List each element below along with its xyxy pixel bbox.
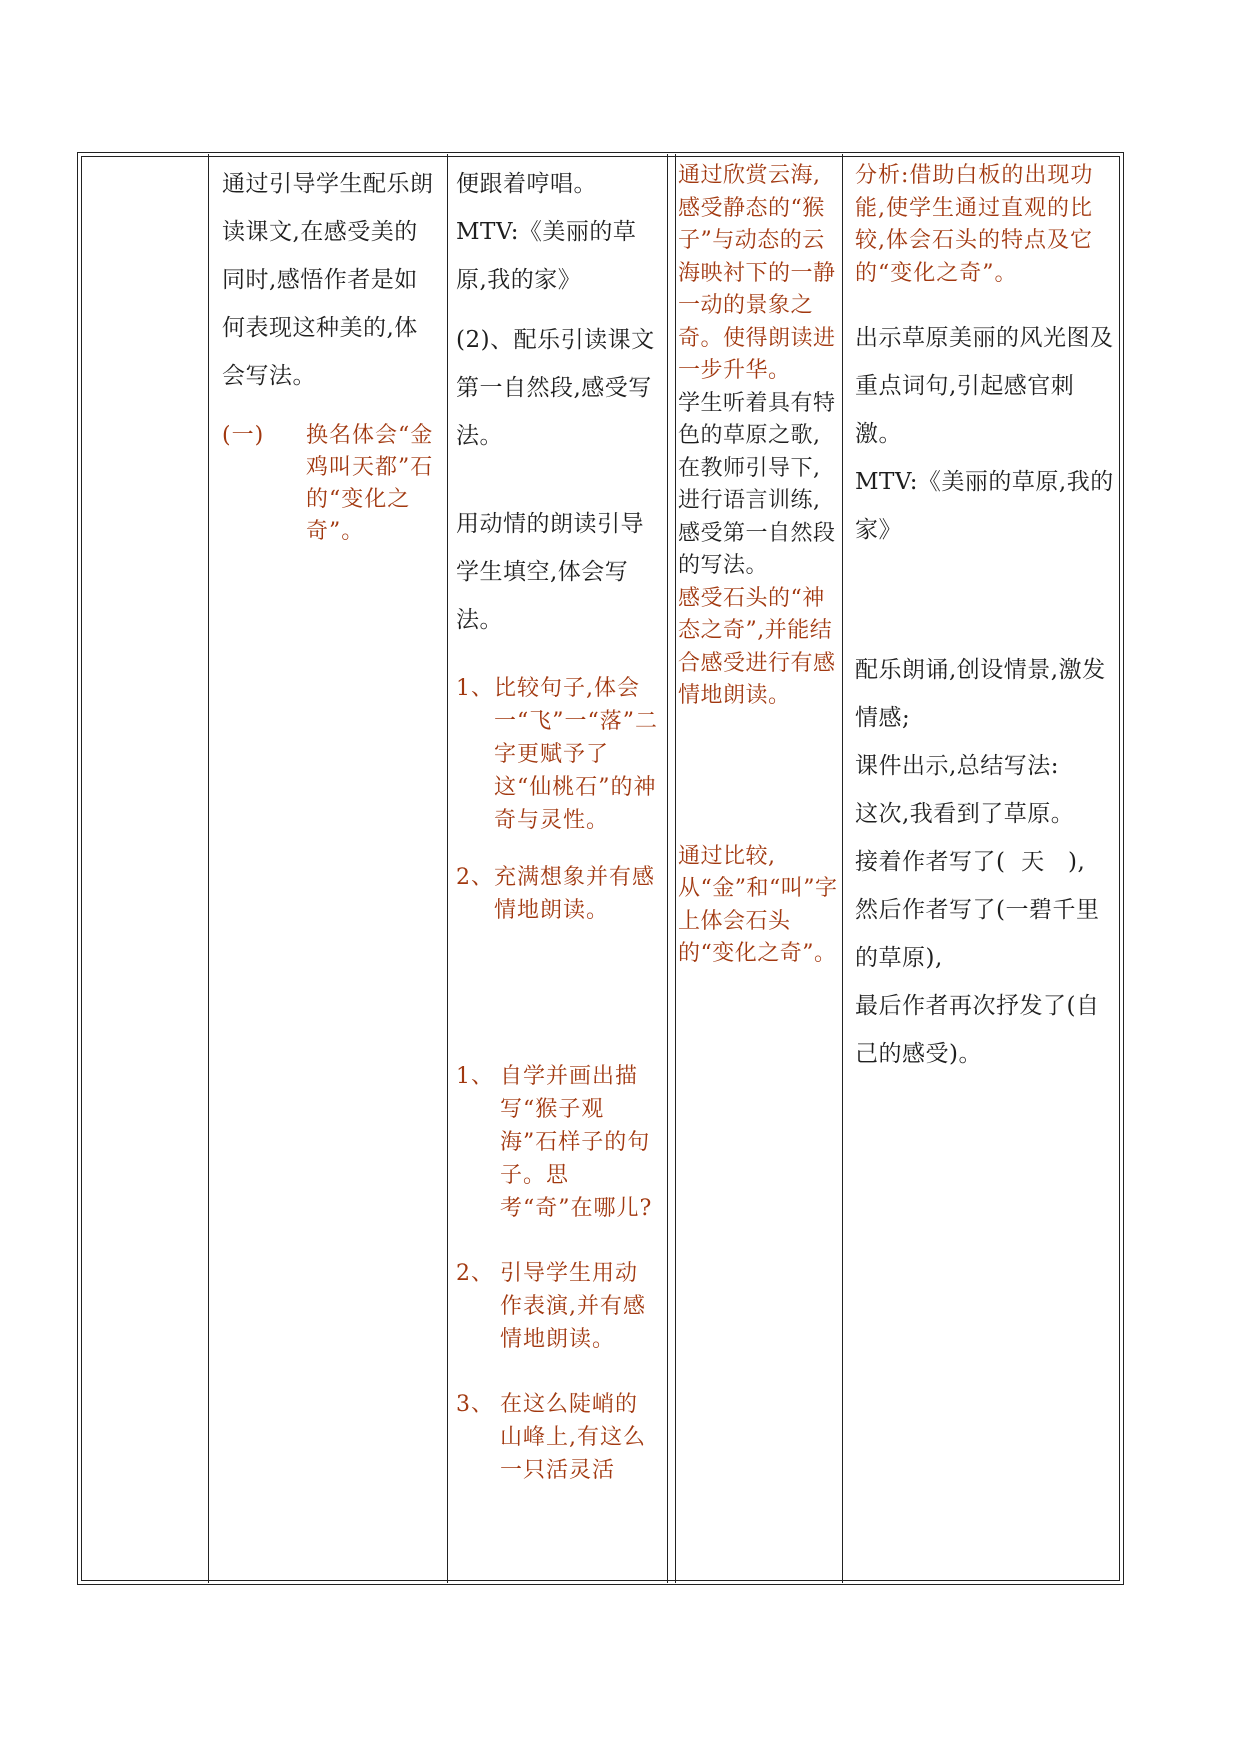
analysis-text: 然后作者写了(一碧千里的草原), bbox=[855, 897, 1100, 971]
table-cell-objectives bbox=[222, 160, 438, 548]
process-text: (2)、配乐引读课文第一自然段,感受写法。 bbox=[456, 327, 655, 449]
list-item bbox=[456, 1060, 660, 1225]
section-title: 换名体会“金鸡叫天都”石的“变化之奇”。 bbox=[306, 423, 434, 544]
process-text: 便跟着哼唱。 bbox=[456, 171, 597, 197]
list-item-number: 3、 bbox=[456, 1392, 494, 1417]
section-number: (一) bbox=[222, 423, 265, 448]
analysis-text: 出示草原美丽的风光图及重点词句,引起感官刺激。 bbox=[855, 325, 1114, 447]
column-divider bbox=[675, 154, 676, 1583]
analysis-mtv: MTV:《美丽的草原,我的家》 bbox=[855, 469, 1114, 543]
list-item-text: 在这么陡峭的山峰上,有这么一只活灵活 bbox=[500, 1392, 646, 1483]
list-item-text: 自学并画出描写“猴子观海”石样子的句子。思考“奇”在哪儿? bbox=[500, 1064, 653, 1221]
analysis-text: 课件出示,总结写法: bbox=[855, 753, 1060, 779]
objective-text: 通过引导学生配乐朗读课文,在感受美的同时,感悟作者是如何表现这种美的,体会写法。 bbox=[222, 171, 434, 389]
process-text: 用动情的朗读引导学生填空,体会写法。 bbox=[456, 511, 644, 633]
activity-text: 通过欣赏云海,感受静态的“猴子”与动态的云海映衬下的一静一动的景象之奇。使得朗读进一步升华。 bbox=[678, 163, 836, 383]
analysis-text: 这次,我看到了草原。 bbox=[855, 801, 1075, 827]
column-divider bbox=[842, 154, 843, 1583]
section-heading bbox=[222, 420, 438, 548]
process-mtv: MTV:《美丽的草原,我的家》 bbox=[456, 219, 637, 293]
list-item-number: 1、 bbox=[456, 676, 494, 701]
list-item bbox=[456, 672, 660, 837]
steps-list bbox=[456, 672, 660, 927]
list-item-number: 1、 bbox=[456, 1064, 494, 1089]
analysis-text: 分析:借助白板的出现功能,使学生通过直观的比较,体会石头的特点及它的“变化之奇”。 bbox=[855, 163, 1094, 286]
list-item-number: 2、 bbox=[456, 1261, 494, 1286]
column-divider bbox=[667, 154, 668, 1583]
activity-text: 通过比较,从“金”和“叫”字上体会石头的“变化之奇”。 bbox=[678, 843, 838, 966]
table-cell-process bbox=[456, 160, 660, 1487]
list-item-number: 2、 bbox=[456, 865, 494, 890]
activity-text: 感受石头的“神态之奇”,并能结合感受进行有感情地朗读。 bbox=[678, 585, 836, 708]
list-item bbox=[456, 1388, 660, 1487]
list-item-text: 充满想象并有感情地朗读。 bbox=[494, 865, 656, 923]
list-item bbox=[456, 1257, 660, 1356]
list-item-text: 引导学生用动作表演,并有感情地朗读。 bbox=[500, 1261, 646, 1352]
analysis-text: 配乐朗诵,创设情景,激发情感; bbox=[855, 657, 1106, 731]
activity-text: 学生听着具有特色的草原之歌,在教师引导下,进行语言训练,感受第一自然段的写法。 bbox=[678, 390, 836, 578]
table-cell-section bbox=[82, 160, 208, 1580]
table-cell-activity bbox=[678, 160, 838, 971]
column-divider bbox=[447, 154, 448, 1583]
list-item-text: 比较句子,体会一“飞”一“落”二字更赋予了这“仙桃石”的神奇与灵性。 bbox=[494, 676, 658, 833]
list-item bbox=[456, 861, 660, 927]
steps-list bbox=[456, 1060, 660, 1487]
column-divider bbox=[208, 154, 209, 1583]
analysis-text: 接着作者写了( 天 ), bbox=[855, 849, 1086, 875]
table-cell-analysis bbox=[855, 160, 1117, 1078]
analysis-text: 最后作者再次抒发了(自己的感受)。 bbox=[855, 993, 1100, 1067]
